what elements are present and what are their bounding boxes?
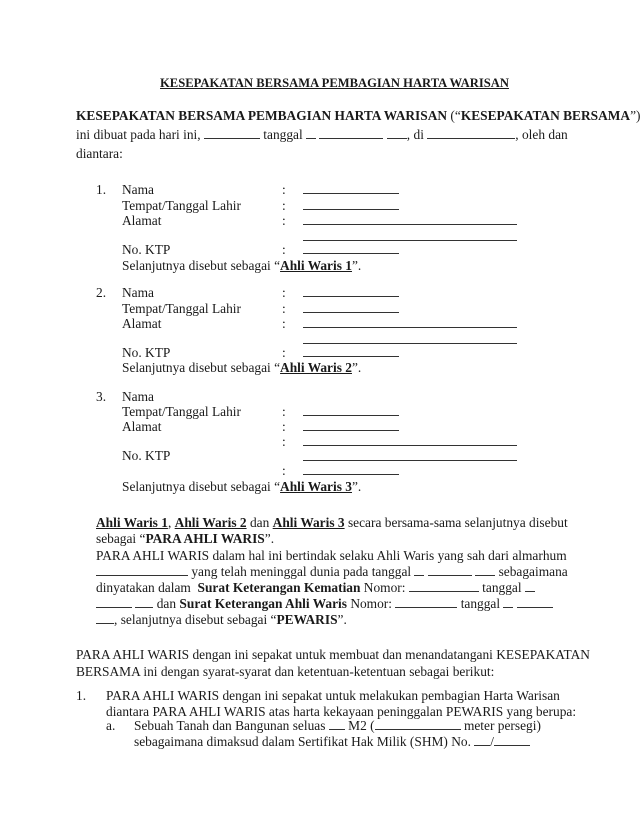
blank-date-year[interactable] <box>387 128 407 139</box>
intro-text-a: ini dibuat pada hari ini, <box>76 127 201 142</box>
party-3-number: 3. <box>96 389 107 404</box>
blank-day[interactable] <box>204 128 260 139</box>
intro-paren-open: (“ <box>450 108 461 123</box>
blank-date-month[interactable] <box>319 128 383 139</box>
intro-line-2 <box>76 127 568 143</box>
party-1-alamat-colon: : <box>282 213 286 228</box>
party-3-designation-text: Selanjutnya disebut sebagai “ <box>122 479 281 494</box>
pewaris-text-4c: Nomor: <box>350 596 392 611</box>
party-1-designation <box>122 258 361 274</box>
party-2-ktp-colon: : <box>282 345 286 360</box>
clause-1a-text-d: sebagaimana dimaksud dalam Sertifikat Hak Milik (SHM) No. <box>134 734 471 749</box>
pewaris-line-1: PARA AHLI WARIS dalam hal ini bertindak selaku Ahli Waris yang sah dari almarhum <box>96 548 567 563</box>
intro-paren-close: ”) <box>630 108 640 123</box>
party-1-ktp-field[interactable] <box>303 253 399 254</box>
pewaris-text-5b: ”. <box>337 612 347 627</box>
pewaris-text-3a: dinyatakan dalam <box>96 580 191 595</box>
pewaris-line-4 <box>96 596 553 612</box>
blank-shm-number[interactable] <box>474 735 490 746</box>
summary-close: ”. <box>264 531 275 546</box>
party-3-ktp-field[interactable] <box>303 474 399 475</box>
party-2-alamat-field-2[interactable] <box>303 343 517 344</box>
pewaris-text-2a: yang telah meninggal dunia pada tanggal <box>191 564 412 579</box>
party-1-close-quote: ”. <box>351 258 362 273</box>
blank-land-area-words[interactable] <box>375 719 461 730</box>
party-3-alamat-colon-2: : <box>282 434 286 449</box>
blank-death-year[interactable] <box>475 565 495 576</box>
party-3-alamat-colon: : <box>282 419 286 434</box>
blank-skaw-day[interactable] <box>503 597 513 608</box>
intro-line-1 <box>76 108 640 124</box>
party-2-ttl-field[interactable] <box>303 312 399 313</box>
party-3-close-quote: ”. <box>351 479 362 494</box>
pewaris-text-4d: tanggal <box>460 596 501 611</box>
summary-sep1: , <box>167 515 172 530</box>
pewaris-line-3 <box>96 580 535 596</box>
summary-line-2 <box>96 531 274 547</box>
party-3-designation <box>122 479 361 495</box>
party-1-ktp-label: No. KTP <box>122 242 171 257</box>
party-2-ttl-label: Tempat/Tanggal Lahir <box>122 301 241 316</box>
clause-1a-line-1 <box>134 718 541 734</box>
intro-line-3: diantara: <box>76 146 123 161</box>
party-2-close-quote: ”. <box>351 360 362 375</box>
clause-1a-text-a: Sebuah Tanah dan Bangunan seluas <box>134 718 326 733</box>
clause-1-line-1: PARA AHLI WARIS dengan ini sepakat untuk melakukan pembagian Harta Warisan <box>106 688 560 703</box>
clause-1a-slash: / <box>490 734 495 749</box>
party-2-nama-field[interactable] <box>303 296 399 297</box>
party-1-number: 1. <box>96 182 107 197</box>
intro-bold-title: KESEPAKATAN BERSAMA PEMBAGIAN HARTA WARISAN <box>76 108 448 123</box>
surat-keterangan-ahli-waris: Surat Keterangan Ahli Waris <box>179 596 347 611</box>
party-1-alamat-field-1[interactable] <box>303 224 517 225</box>
blank-skk-day[interactable] <box>525 581 535 592</box>
party-1-ttl-label: Tempat/Tanggal Lahir <box>122 198 241 213</box>
party-2-heir-name: Ahli Waris 2 <box>280 360 352 375</box>
blank-land-area[interactable] <box>329 719 345 730</box>
blank-date-day[interactable] <box>306 128 316 139</box>
agreement-line-1: PARA AHLI WARIS dengan ini sepakat untuk membuat dan menandatangani KESEPAKATAN <box>76 647 590 662</box>
blank-skaw-year[interactable] <box>96 613 114 624</box>
party-3-alamat-field-2[interactable] <box>303 445 517 446</box>
party-1-designation-text: Selanjutnya disebut sebagai “ <box>122 258 281 273</box>
party-3-ttl-colon: : <box>282 404 286 419</box>
pewaris-line-2 <box>96 564 568 580</box>
blank-skk-year[interactable] <box>135 597 153 608</box>
clause-1-number: 1. <box>76 688 87 703</box>
clause-1a-text-c: meter persegi) <box>463 718 541 733</box>
party-3-alamat-field-1[interactable] <box>303 430 399 431</box>
blank-skk-number[interactable] <box>409 581 479 592</box>
blank-shm-suffix[interactable] <box>494 735 530 746</box>
pewaris-text-3c: Nomor: <box>363 580 406 595</box>
party-1-nama-colon: : <box>282 182 286 197</box>
party-2-ktp-label: No. KTP <box>122 345 171 360</box>
party-1-alamat-label: Alamat <box>122 213 162 228</box>
summary-aw3: Ahli Waris 3 <box>272 515 345 530</box>
party-1-heir-name: Ahli Waris 1 <box>280 258 352 273</box>
blank-skk-month[interactable] <box>96 597 132 608</box>
party-2-alamat-field-1[interactable] <box>303 327 517 328</box>
party-3-ktp-colon: : <box>282 463 286 478</box>
summary-para-ahli-waris: PARA AHLI WARIS <box>145 531 265 546</box>
pewaris-term: PEWARIS <box>276 612 338 627</box>
party-2-ttl-colon: : <box>282 301 286 316</box>
party-2-ktp-field[interactable] <box>303 356 399 357</box>
blank-place[interactable] <box>427 128 515 139</box>
pewaris-text-5a: , selanjutnya disebut sebagai “ <box>114 612 277 627</box>
party-1-ttl-colon: : <box>282 198 286 213</box>
party-3-nama-label: Nama <box>122 389 154 404</box>
party-1-alamat-field-2[interactable] <box>303 240 517 241</box>
agreement-line-2: BERSAMA ini dengan syarat-syarat dan ketentuan-ketentuan sebagai berikut: <box>76 664 495 679</box>
party-2-alamat-colon: : <box>282 316 286 331</box>
party-1-nama-field[interactable] <box>303 193 399 194</box>
party-2-nama-label: Nama <box>122 285 154 300</box>
intro-text-c: , di <box>406 127 424 142</box>
party-1-ktp-colon: : <box>282 242 286 257</box>
summary-dan: dan <box>249 515 270 530</box>
party-2-nama-colon: : <box>282 285 286 300</box>
blank-almarhum-name[interactable] <box>96 565 188 576</box>
party-1-ttl-field[interactable] <box>303 209 399 210</box>
party-2-designation <box>122 360 361 376</box>
party-3-alamat-label: Alamat <box>122 419 162 434</box>
summary-aw1: Ahli Waris 1 <box>96 515 168 530</box>
pewaris-text-4a: dan <box>156 596 177 611</box>
blank-skaw-month[interactable] <box>517 597 553 608</box>
summary-aw2: Ahli Waris 2 <box>174 515 247 530</box>
clause-1a-text-b: M2 ( <box>348 718 375 733</box>
party-2-alamat-label: Alamat <box>122 316 162 331</box>
surat-keterangan-kematian: Surat Keterangan Kematian <box>197 580 361 595</box>
blank-skaw-number[interactable] <box>395 597 457 608</box>
blank-death-month[interactable] <box>428 565 472 576</box>
clause-1-line-2: diantara PARA AHLI WARIS atas harta kekayaan peninggalan PEWARIS yang berupa: <box>106 704 577 719</box>
party-3-ktp-field-top[interactable] <box>303 460 517 461</box>
pewaris-text-2b: sebagaimana <box>498 564 568 579</box>
intro-text-b: tanggal <box>263 127 303 142</box>
summary-rest: secara bersama-sama selanjutnya disebut <box>347 515 568 530</box>
intro-text-d: , oleh dan <box>515 127 568 142</box>
party-2-number: 2. <box>96 285 107 300</box>
party-1-nama-label: Nama <box>122 182 154 197</box>
pewaris-text-3d: tanggal <box>482 580 522 595</box>
party-2-designation-text: Selanjutnya disebut sebagai “ <box>122 360 281 375</box>
pewaris-line-5 <box>96 612 347 628</box>
blank-death-day[interactable] <box>414 565 424 576</box>
summary-sebagai: sebagai “ <box>96 531 146 546</box>
clause-1a-letter: a. <box>106 718 116 733</box>
party-3-ktp-label: No. KTP <box>122 448 171 463</box>
party-3-heir-name: Ahli Waris 3 <box>280 479 352 494</box>
intro-short-name: KESEPAKATAN BERSAMA <box>460 108 631 123</box>
party-3-ttl-field[interactable] <box>303 415 399 416</box>
summary-line-1 <box>96 515 568 531</box>
party-3-ttl-label: Tempat/Tanggal Lahir <box>122 404 241 419</box>
clause-1a-line-2 <box>134 734 530 750</box>
document-title: KESEPAKATAN BERSAMA PEMBAGIAN HARTA WARISAN <box>160 76 509 90</box>
